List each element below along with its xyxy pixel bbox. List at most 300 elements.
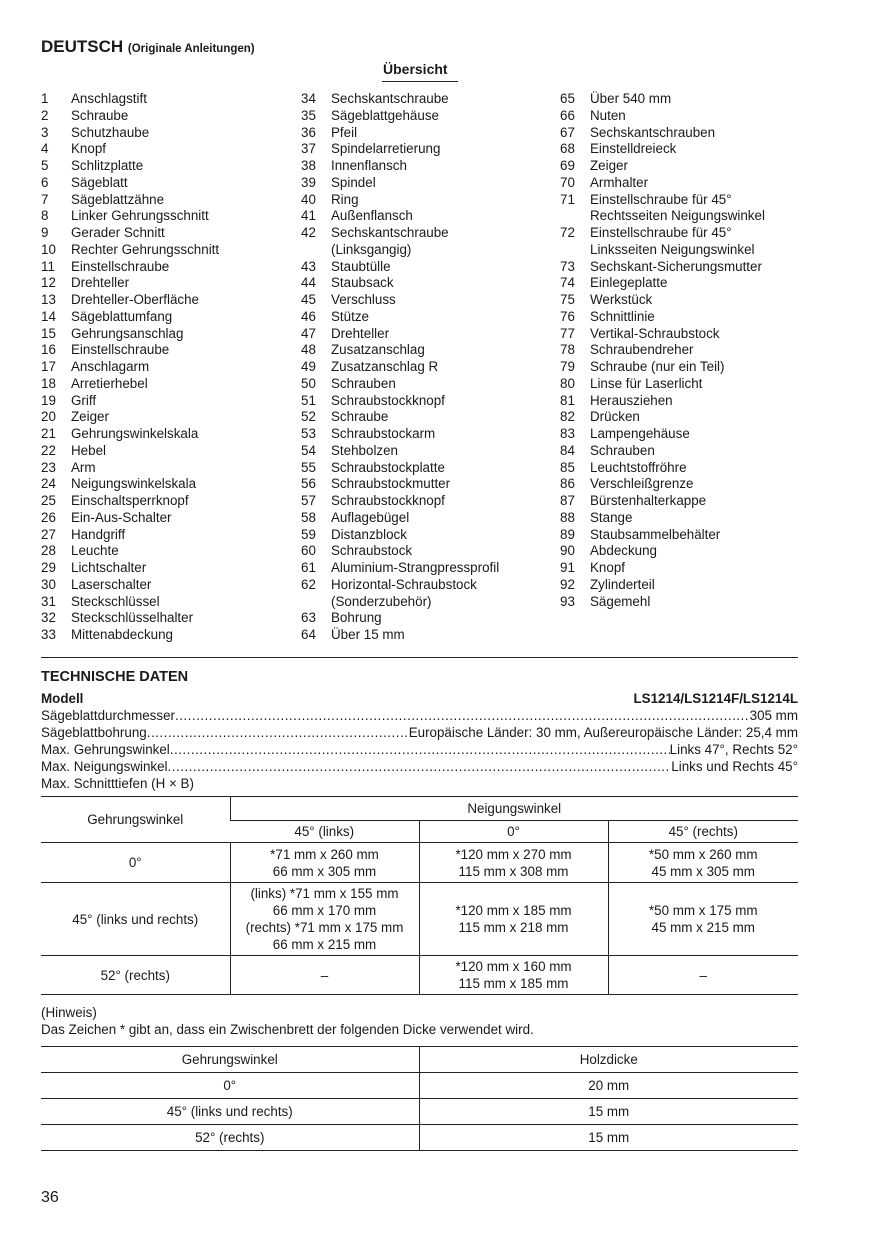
overview-item: [560, 409, 810, 426]
overview-item: [560, 275, 810, 292]
overview-item-label: Einstellschraube: [71, 258, 170, 274]
overview-item-label: Hebel: [71, 442, 106, 458]
overview-item: [41, 141, 291, 158]
overview-item-number: 68: [560, 141, 575, 157]
overview-item: [301, 510, 551, 527]
overview-item-label: Drehteller: [71, 275, 130, 291]
overview-item-label: Zeiger: [590, 158, 628, 173]
overview-item-label: Distanzblock: [331, 526, 407, 542]
table1-row-label: 0°: [41, 843, 230, 883]
table1-column-header: 0°: [419, 821, 608, 843]
overview-item-number: 10: [41, 241, 56, 257]
overview-item: [301, 141, 551, 158]
overview-item-label: Außenflansch: [331, 208, 413, 224]
table1-cell: *120 mm x 270 mm 115 mm x 308 mm: [419, 843, 608, 883]
overview-item: [41, 393, 291, 410]
overview-item-label: Stütze: [331, 308, 369, 324]
table1-row: [41, 843, 798, 883]
overview-item-number: 44: [301, 275, 316, 291]
overview-item: [301, 326, 551, 343]
overview-item-label: Ring: [331, 191, 359, 207]
overview-item-number: 83: [560, 426, 575, 441]
overview-item: [41, 158, 291, 175]
overview-item-number: 64: [301, 627, 316, 642]
note-heading: (Hinweis): [41, 1005, 97, 1020]
overview-item-label: Gerader Schnitt: [71, 225, 165, 240]
overview-item-label: Pfeil: [331, 124, 358, 140]
overview-item-number: 37: [301, 141, 316, 157]
overview-item-number: 26: [41, 509, 56, 525]
overview-item-label: Sägeblattgehäuse: [331, 107, 439, 123]
overview-item: [560, 443, 810, 460]
overview-item-number: 67: [560, 124, 575, 140]
overview-item-label: Knopf: [71, 141, 106, 157]
table2-column-header: Gehrungswinkel: [41, 1047, 419, 1073]
table2-cell: 45° (links und rechts): [41, 1099, 419, 1125]
overview-item: [301, 259, 551, 276]
overview-item-number: 86: [560, 476, 575, 492]
overview-item: [560, 326, 810, 343]
overview-item-number: 36: [301, 124, 316, 140]
overview-item-label: Aluminium-Strangpressprofil: [331, 560, 500, 575]
overview-column-2: [301, 91, 551, 644]
overview-item-number: 91: [560, 560, 575, 575]
spec-row: [41, 724, 798, 741]
overview-item-label: Schutzhaube: [71, 124, 150, 140]
table1-cell: –: [230, 956, 419, 995]
overview-item-number: 71: [560, 191, 575, 207]
overview-item-number: 66: [560, 107, 575, 123]
overview-item-label: Anschlagarm: [71, 359, 150, 374]
spec-value: Links 47°, Rechts 52°: [669, 742, 798, 757]
overview-item-label: Abdeckung: [590, 543, 658, 559]
table1-column-header: 45° (rechts): [608, 821, 798, 843]
overview-item-number: 23: [41, 459, 56, 475]
table2-column-header: Holzdicke: [419, 1047, 798, 1073]
overview-item: [41, 359, 291, 376]
overview-item-label: Arretierhebel: [71, 375, 148, 391]
overview-item: [301, 225, 551, 259]
language-note: (Originale Anleitungen): [127, 43, 255, 55]
overview-item: [301, 627, 551, 644]
table1-cell: *120 mm x 185 mm 115 mm x 218 mm: [419, 883, 608, 956]
overview-item: [41, 108, 291, 125]
overview-item-number: 32: [41, 610, 56, 626]
overview-item-label: Über 15 mm: [331, 627, 405, 642]
overview-item-label: Spindel: [331, 174, 376, 190]
overview-item-label: Drehteller-Oberfläche: [71, 292, 200, 307]
overview-item-label: Zylinderteil: [590, 576, 655, 592]
overview-item: [41, 125, 291, 142]
overview-item-number: 7: [41, 191, 49, 207]
overview-item-number: 27: [41, 526, 56, 542]
overview-item-label: Steckschlüssel: [71, 593, 160, 609]
overview-item-number: 65: [560, 91, 575, 106]
model-value: LS1214/LS1214F/LS1214L: [633, 691, 798, 706]
overview-item-number: 8: [41, 208, 49, 224]
table1-row: [41, 883, 798, 956]
overview-item-label: Schlitzplatte: [71, 158, 144, 173]
overview-item-label: Staubsack: [331, 275, 394, 291]
overview-item: [41, 192, 291, 209]
overview-item-number: 1: [41, 91, 49, 106]
overview-item-label: Einstellschraube für 45° Linksseiten Neigungswinkel: [590, 225, 755, 257]
overview-item: [41, 309, 291, 326]
overview-item: [41, 91, 291, 108]
overview-item-number: 70: [560, 174, 575, 190]
overview-item-label: Armhalter: [590, 174, 649, 190]
overview-item-label: Gehrungswinkelskala: [71, 426, 199, 441]
overview-item-number: 57: [301, 493, 316, 508]
overview-item: [41, 476, 291, 493]
overview-item-number: 18: [41, 375, 56, 391]
overview-item-number: 52: [301, 409, 316, 425]
overview-item-label: Schraube (nur ein Teil): [590, 359, 725, 374]
overview-item: [41, 259, 291, 276]
overview-item-number: 38: [301, 158, 316, 173]
overview-item: [41, 510, 291, 527]
overview-item-label: Bohrung: [331, 610, 382, 626]
overview-item-number: 79: [560, 359, 575, 374]
overview-item-number: 49: [301, 359, 316, 374]
overview-item-label: Lampengehäuse: [590, 426, 690, 441]
overview-item: [560, 108, 810, 125]
overview-item-label: Schraubstockknopf: [331, 392, 445, 408]
overview-item: [560, 393, 810, 410]
overview-item-number: 55: [301, 459, 316, 475]
overview-item-label: Spindelarretierung: [331, 141, 441, 157]
overview-item: [560, 342, 810, 359]
spec-leader: [175, 707, 750, 724]
overview-item: [560, 426, 810, 443]
overview-item-label: Sechskantschraube: [331, 91, 449, 106]
overview-item-label: Leuchtstoffröhre: [590, 459, 687, 475]
overview-title: Übersicht: [383, 61, 448, 77]
overview-item: [560, 91, 810, 108]
overview-item: [41, 560, 291, 577]
overview-item: [41, 208, 291, 225]
overview-item-label: Schraubstockplatte: [331, 459, 445, 475]
overview-item: [41, 275, 291, 292]
overview-item-label: Schraube: [71, 107, 129, 123]
overview-item: [41, 409, 291, 426]
overview-item-label: Stange: [590, 509, 633, 525]
overview-item-label: Gehrungsanschlag: [71, 325, 184, 341]
overview-item: [41, 426, 291, 443]
overview-item: [301, 493, 551, 510]
table1-cell: –: [608, 956, 798, 995]
overview-item: [301, 527, 551, 544]
overview-item-number: 33: [41, 627, 56, 642]
overview-item-label: Arm: [71, 459, 96, 475]
overview-item: [560, 594, 810, 611]
overview-item-label: Stehbolzen: [331, 442, 399, 458]
overview-item-number: 15: [41, 325, 56, 341]
overview-item-label: Vertikal-Schraubstock: [590, 325, 720, 341]
overview-item-number: 58: [301, 509, 316, 525]
overview-item: [301, 543, 551, 560]
overview-item-label: Neigungswinkelskala: [71, 476, 197, 492]
overview-item-number: 73: [560, 258, 575, 274]
overview-item-number: 4: [41, 141, 49, 157]
overview-item-label: Lichtschalter: [71, 560, 147, 575]
overview-item: [560, 476, 810, 493]
table1-row-label: 45° (links und rechts): [41, 883, 230, 956]
overview-item-number: 17: [41, 359, 56, 374]
table1-cell: *50 mm x 175 mm 45 mm x 215 mm: [608, 883, 798, 956]
overview-item-number: 14: [41, 308, 56, 324]
overview-item: [560, 225, 810, 259]
overview-item-number: 39: [301, 174, 316, 190]
overview-item-number: 31: [41, 593, 56, 609]
overview-item-number: 41: [301, 208, 316, 224]
overview-item-label: Steckschlüsselhalter: [71, 610, 194, 626]
model-row: [41, 690, 798, 707]
overview-item-number: 84: [560, 442, 575, 458]
overview-item-number: 9: [41, 225, 49, 240]
overview-item-label: Innenflansch: [331, 158, 407, 173]
overview-item-number: 85: [560, 459, 575, 475]
table2-cell: 15 mm: [419, 1099, 798, 1125]
table2-cell: 0°: [41, 1073, 419, 1099]
overview-item-label: Sägeblatt: [71, 174, 128, 190]
overview-item-number: 47: [301, 325, 316, 341]
spec-leader: [170, 741, 670, 758]
overview-item: [41, 627, 291, 644]
overview-item-number: 2: [41, 107, 49, 123]
overview-item-number: 75: [560, 292, 575, 307]
overview-item: [301, 426, 551, 443]
overview-item-number: 35: [301, 107, 316, 123]
spec-key: Sägeblattdurchmesser: [41, 708, 175, 723]
spec-leader: [168, 758, 672, 775]
overview-item-number: 78: [560, 342, 575, 358]
overview-item-label: Einstellschraube für 45° Rechtsseiten Neigungswinkel: [590, 191, 765, 224]
overview-title-underline: [382, 81, 458, 82]
spec-value: 305 mm: [749, 708, 798, 723]
overview-item: [41, 175, 291, 192]
overview-item-label: Sechskantschraube (Linksgangig): [331, 225, 449, 257]
tech-data-title: TECHNISCHE DATEN: [41, 669, 189, 685]
overview-item-number: 81: [560, 392, 575, 408]
overview-item-number: 40: [301, 191, 316, 207]
overview-item: [301, 192, 551, 209]
section-divider: [41, 657, 798, 658]
overview-item-label: Laserschalter: [71, 576, 152, 592]
overview-item: [41, 460, 291, 477]
overview-item: [41, 594, 291, 611]
overview-item-label: Herausziehen: [590, 392, 673, 408]
overview-item-number: 24: [41, 476, 56, 492]
overview-item: [301, 359, 551, 376]
overview-item: [560, 292, 810, 309]
overview-item: [301, 476, 551, 493]
overview-item-number: 61: [301, 560, 316, 575]
overview-item-number: 53: [301, 426, 316, 441]
overview-item-label: Linse für Laserlicht: [590, 375, 703, 391]
overview-item-number: 16: [41, 342, 56, 358]
overview-item-number: 29: [41, 560, 56, 575]
overview-item: [41, 292, 291, 309]
overview-item: [301, 292, 551, 309]
overview-item: [560, 527, 810, 544]
model-label: Modell: [41, 691, 84, 706]
cut-depth-label: Max. Schnitttiefen (H × B): [41, 776, 194, 791]
overview-item-number: 54: [301, 442, 316, 458]
overview-item-number: 69: [560, 158, 575, 173]
overview-item-label: Sechskantschrauben: [590, 124, 716, 140]
overview-item-number: 77: [560, 325, 575, 341]
overview-item-number: 62: [301, 576, 316, 592]
table1-column-header: 45° (links): [230, 821, 419, 843]
wood-thickness-table: [41, 1046, 798, 1151]
overview-item-number: 25: [41, 493, 56, 508]
overview-item-number: 43: [301, 258, 316, 274]
overview-item-label: Horizontal-Schraubstock (Sonderzubehör): [331, 576, 477, 609]
overview-item-label: Auflagebügel: [331, 509, 410, 525]
overview-item-number: 22: [41, 442, 56, 458]
note: [41, 1004, 534, 1038]
overview-item-number: 46: [301, 308, 316, 324]
overview-item-label: Über 540 mm: [590, 91, 672, 106]
table2-row: [41, 1099, 798, 1125]
table1-row: [41, 956, 798, 995]
overview-item-number: 76: [560, 308, 575, 324]
overview-item: [560, 175, 810, 192]
overview-item: [301, 409, 551, 426]
overview-item-number: 92: [560, 576, 575, 592]
overview-item-label: Knopf: [590, 560, 625, 575]
overview-item: [41, 610, 291, 627]
overview-item-label: Sechskant-Sicherungsmutter: [590, 258, 762, 274]
table2-row: [41, 1125, 798, 1151]
overview-item-label: Ein-Aus-Schalter: [71, 509, 172, 525]
language-heading: [41, 37, 255, 57]
table2-cell: 15 mm: [419, 1125, 798, 1151]
overview-item: [301, 208, 551, 225]
overview-item: [560, 560, 810, 577]
overview-item-number: 89: [560, 526, 575, 542]
overview-item: [301, 342, 551, 359]
overview-item: [301, 108, 551, 125]
overview-item: [560, 359, 810, 376]
overview-item-number: 51: [301, 392, 316, 408]
overview-item: [301, 460, 551, 477]
overview-item-label: Schraubstock: [331, 543, 413, 559]
overview-column-1: [41, 91, 291, 644]
spec-value: Links und Rechts 45°: [671, 759, 798, 774]
overview-item: [301, 610, 551, 627]
manual-page: [41, 0, 798, 1240]
overview-column-3: [560, 91, 810, 610]
table2-cell: 20 mm: [419, 1073, 798, 1099]
overview-item-number: 5: [41, 158, 49, 173]
overview-item: [560, 543, 810, 560]
overview-item: [560, 158, 810, 175]
overview-item: [560, 259, 810, 276]
overview-item: [41, 577, 291, 594]
overview-item: [560, 460, 810, 477]
spec-list: [41, 690, 798, 792]
overview-item-number: 28: [41, 543, 56, 559]
overview-item-number: 30: [41, 576, 56, 592]
table2-row: [41, 1073, 798, 1099]
spec-row: [41, 741, 798, 758]
overview-item-label: Einstellschraube: [71, 342, 170, 358]
overview-item: [301, 91, 551, 108]
cut-depth-label-row: [41, 775, 798, 792]
overview-item-number: 3: [41, 124, 49, 140]
overview-item-label: Staubtülle: [331, 258, 391, 274]
overview-item-number: 80: [560, 375, 575, 391]
overview-item: [301, 175, 551, 192]
overview-item-label: Einstelldreieck: [590, 141, 677, 157]
overview-item: [41, 342, 291, 359]
overview-item: [41, 376, 291, 393]
overview-item-number: 72: [560, 225, 575, 240]
overview-item: [41, 242, 291, 259]
spec-key: Sägeblattbohrung: [41, 725, 147, 740]
overview-item-label: Leuchte: [71, 543, 119, 559]
overview-item: [41, 543, 291, 560]
table1-cell: *120 mm x 160 mm 115 mm x 185 mm: [419, 956, 608, 995]
overview-item-label: Zusatzanschlag R: [331, 359, 439, 374]
overview-item: [301, 560, 551, 577]
overview-item-label: Anschlagstift: [71, 91, 147, 106]
table1-group-header: Neigungswinkel: [230, 797, 798, 821]
overview-item-label: Griff: [71, 392, 97, 408]
overview-item-label: Schraubstockknopf: [331, 493, 445, 508]
table1-row-label: 52° (rechts): [41, 956, 230, 995]
language-label: DEUTSCH: [41, 37, 124, 56]
overview-item: [560, 125, 810, 142]
table1-cell: *71 mm x 260 mm 66 mm x 305 mm: [230, 843, 419, 883]
table2-cell: 52° (rechts): [41, 1125, 419, 1151]
overview-item-number: 60: [301, 543, 316, 559]
overview-item: [301, 158, 551, 175]
overview-item-number: 63: [301, 610, 316, 626]
overview-item-label: Linker Gehrungsschnitt: [71, 208, 209, 224]
overview-item: [301, 393, 551, 410]
overview-item: [41, 493, 291, 510]
overview-item: [301, 125, 551, 142]
overview-item-number: 11: [41, 258, 55, 274]
note-text: Das Zeichen * gibt an, dass ein Zwischenbrett der folgenden Dicke verwendet wird.: [41, 1022, 534, 1037]
overview-item-label: Sägemehl: [590, 593, 651, 609]
spec-row: [41, 758, 798, 775]
overview-item-number: 6: [41, 174, 49, 190]
table1-cell: *50 mm x 260 mm 45 mm x 305 mm: [608, 843, 798, 883]
spec-leader: [147, 724, 409, 741]
overview-item: [560, 376, 810, 393]
overview-item: [560, 141, 810, 158]
overview-item-number: 20: [41, 409, 56, 425]
table1-corner-header: Gehrungswinkel: [41, 797, 230, 843]
overview-item-label: Schraubendreher: [590, 342, 694, 358]
overview-item-number: 87: [560, 493, 575, 508]
overview-item-label: Zusatzanschlag: [331, 342, 425, 358]
overview-item-number: 88: [560, 509, 575, 525]
overview-item-label: Schrauben: [590, 442, 655, 458]
overview-item-label: Sägeblattumfang: [71, 308, 173, 324]
overview-item: [560, 577, 810, 594]
overview-item-label: Einschaltsperrknopf: [71, 493, 189, 508]
overview-item: [301, 275, 551, 292]
overview-item-number: 59: [301, 526, 316, 542]
overview-item: [301, 376, 551, 393]
overview-item-number: 45: [301, 292, 316, 307]
overview-item-number: 90: [560, 543, 575, 559]
